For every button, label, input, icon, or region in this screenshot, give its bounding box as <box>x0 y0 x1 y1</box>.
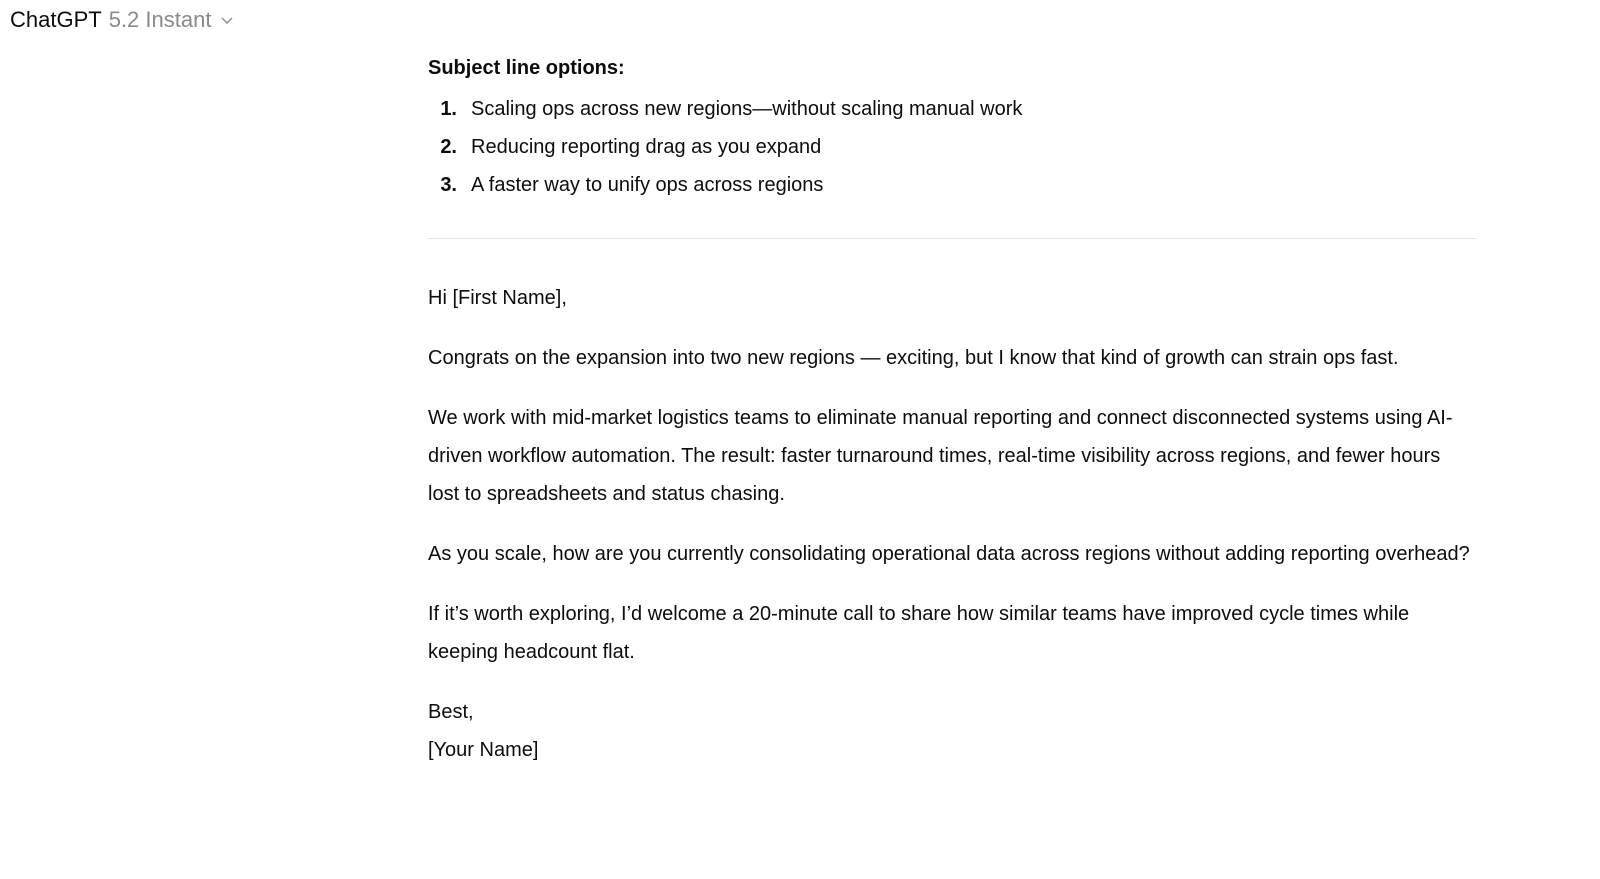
app-title: ChatGPT <box>10 7 102 32</box>
model-name: 5.2 Instant <box>108 7 212 32</box>
model-selector[interactable] <box>10 5 234 35</box>
body-paragraph: We work with mid-market logistics teams to eliminate manual reporting and connect disconnected systems using AI-driven workflow automation. The result: faster turnaround times, real-time visibility across regions, and fewer hours lost to spreadsheets and status chasing. <box>428 407 1453 505</box>
list-number: 2. <box>440 136 457 158</box>
chevron-down-icon <box>220 13 234 27</box>
list-text: Reducing reporting drag as you expand <box>471 136 822 158</box>
signoff: Best, <box>428 701 474 723</box>
greeting: Hi [First Name], <box>428 287 567 309</box>
list-item <box>428 166 1476 204</box>
subject-options-list <box>428 90 1476 204</box>
list-item <box>428 128 1476 166</box>
divider <box>428 238 1476 239</box>
assistant-message <box>428 50 1476 769</box>
list-text: A faster way to unify ops across regions <box>471 174 824 196</box>
signature: [Your Name] <box>428 739 539 761</box>
list-number: 3. <box>440 174 457 196</box>
list-text: Scaling ops across new regions—without scaling manual work <box>471 98 1023 120</box>
body-paragraph: If it’s worth exploring, I’d welcome a 20-minute call to share how similar teams have improved cycle times while keeping headcount flat. <box>428 603 1410 663</box>
list-number: 1. <box>440 98 457 120</box>
list-item <box>428 90 1476 128</box>
subject-heading: Subject line options: <box>428 57 625 79</box>
body-paragraph: Congrats on the expansion into two new regions — exciting, but I know that kind of growth can strain ops fast. <box>428 347 1399 369</box>
body-paragraph: As you scale, how are you currently consolidating operational data across regions without adding reporting overhead? <box>428 543 1470 565</box>
